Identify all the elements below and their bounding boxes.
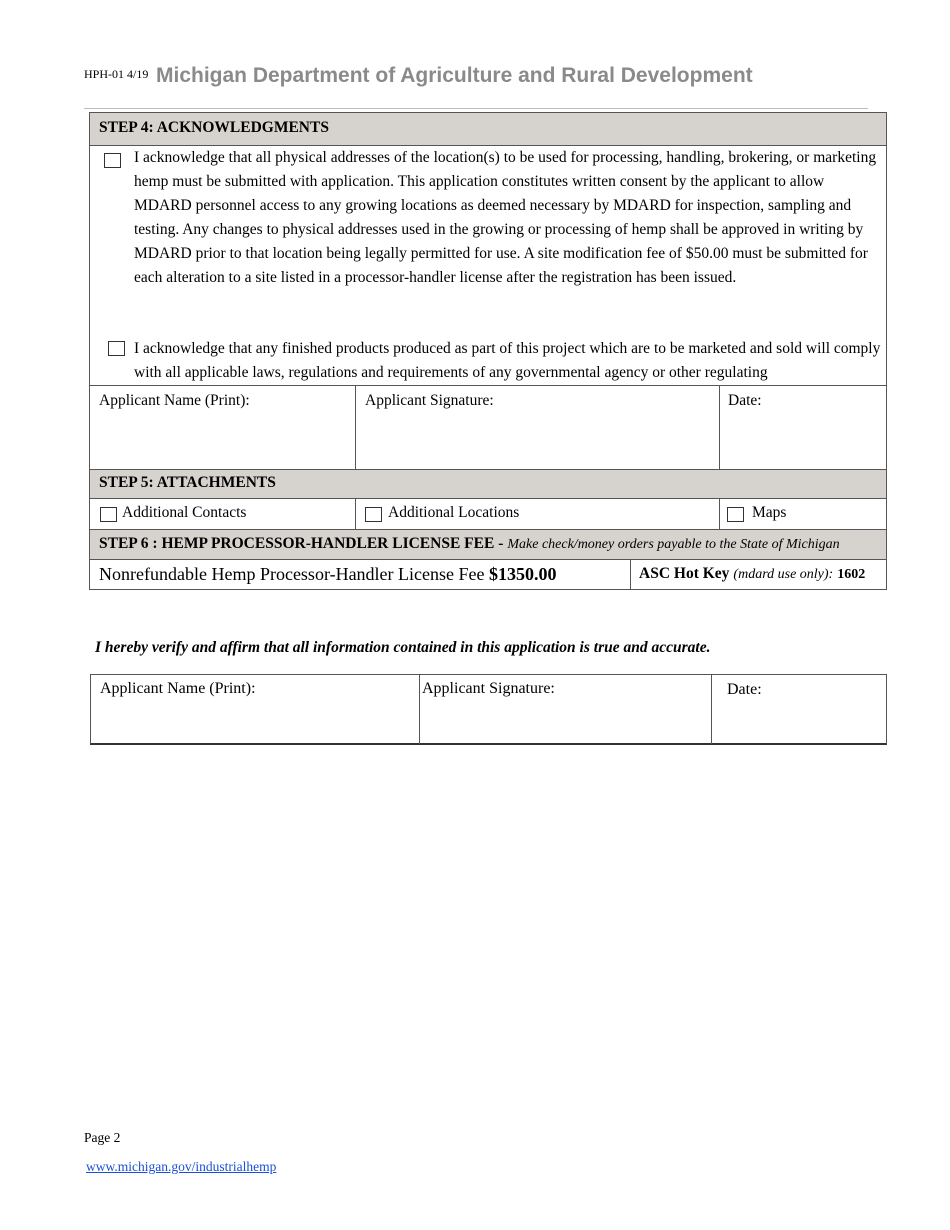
maps-label: Maps — [752, 504, 787, 521]
ack1-text: I acknowledge that all physical addresses of the location(s) to be used for processing, handling, brokering, or marketing hemp must be submitted with application. This application constitutes written consent by the applicant to allow MDARD personnel access to any growing locations as deemed necessary by MDARD for inspection, sampling and testing. Any changes to physical addresses used in the growing or processing of hemp shall be approved in writing by MDARD prior to that location being legally permitted for use. A site modification fee of $50.00 must be submitted for each alteration to a site listed in a processor-handler license after the registration has been issued. — [134, 149, 877, 286]
website-link[interactable]: www.michigan.gov/industrialhemp — [86, 1159, 277, 1174]
sig1-divider-1 — [355, 386, 356, 470]
signature-table-1 — [89, 385, 887, 470]
affirm-statement: I hereby verify and affirm that all information contained in this application is true and accurate. — [95, 639, 711, 656]
sig2-divider-1 — [419, 675, 420, 744]
hotkey-value: 1602 — [837, 567, 866, 582]
step4-body — [89, 145, 887, 386]
hotkey-note: (mdard use only): — [733, 567, 834, 582]
attachments-row — [89, 498, 887, 530]
step6-header — [89, 529, 887, 560]
page-number: Page 2 — [84, 1130, 121, 1145]
sig2-name-label: Applicant Name (Print): — [100, 680, 256, 697]
additional-contacts-checkbox[interactable] — [100, 507, 117, 522]
step6-title: STEP 6 : HEMP PROCESSOR-HANDLER LICENSE FEE - — [99, 535, 504, 552]
fee-row — [89, 559, 887, 590]
sig2-signature-label: Applicant Signature: — [422, 680, 555, 697]
hotkey-text — [639, 565, 865, 583]
hotkey-label: ASC Hot Key — [639, 565, 730, 582]
signature-table-2 — [90, 674, 887, 745]
step5-title: STEP 5: ATTACHMENTS — [99, 474, 276, 491]
ack2-text: I acknowledge that any finished products produced as part of this project which are to be marketed and sold will comply with all applicable laws, regulations and requirements of any governmental agency or other regulating — [134, 340, 881, 381]
sig1-date-label: Date: — [728, 392, 762, 409]
ack1-checkbox[interactable] — [104, 153, 121, 168]
fee-divider — [630, 560, 631, 590]
sig1-divider-2 — [719, 386, 720, 470]
fee-label: Nonrefundable Hemp Processor-Handler License Fee — [99, 564, 485, 584]
fee-text — [99, 564, 557, 585]
sig1-name-label: Applicant Name (Print): — [99, 392, 250, 409]
attach-divider-2 — [719, 499, 720, 530]
sig2-date-label: Date: — [727, 681, 762, 698]
step6-note: Make check/money orders payable to the State of Michigan — [507, 537, 840, 552]
step4-title: STEP 4: ACKNOWLEDGMENTS — [99, 119, 329, 136]
org-title: Michigan Department of Agriculture and Rural Development — [156, 64, 753, 87]
additional-contacts-label: Additional Contacts — [122, 504, 247, 521]
attach-divider-1 — [355, 499, 356, 530]
header-divider — [84, 108, 868, 109]
ack2-checkbox[interactable] — [108, 341, 125, 356]
additional-locations-checkbox[interactable] — [365, 507, 382, 522]
additional-locations-label: Additional Locations — [388, 504, 520, 521]
step4-header — [89, 112, 887, 146]
sig1-signature-label: Applicant Signature: — [365, 392, 494, 409]
fee-amount: $1350.00 — [489, 564, 557, 584]
form-id: HPH-01 4/19 — [84, 67, 149, 81]
step5-header — [89, 469, 887, 499]
sig2-divider-2 — [711, 675, 712, 744]
maps-checkbox[interactable] — [727, 507, 744, 522]
